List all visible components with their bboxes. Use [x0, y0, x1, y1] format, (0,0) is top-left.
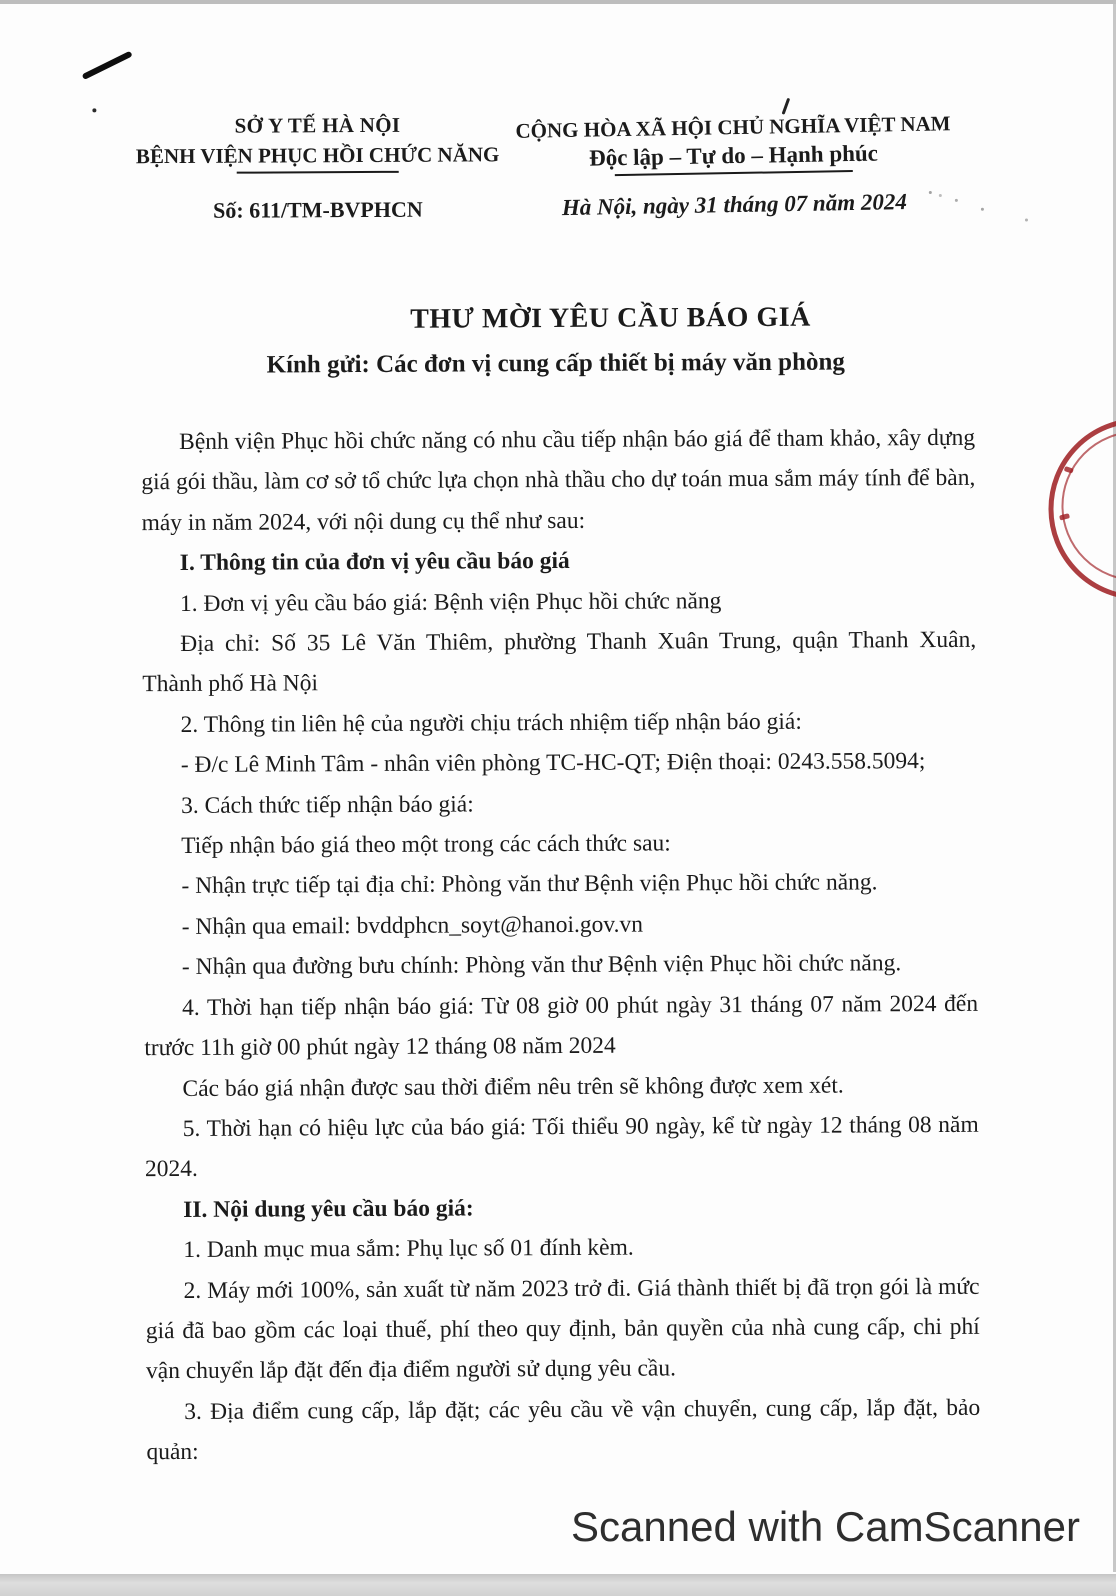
para-requesting-unit: 1. Đơn vị yêu cầu báo giá: Bệnh viện Phục hồi chức năng — [179, 587, 722, 617]
para-method-direct: - Nhận trực tiếp tại địa chỉ: Phòng văn thư Bệnh viện Phục hồi chức năng. — [181, 869, 878, 900]
document-body — [141, 418, 980, 1473]
motto-line: Độc lập – Tự do – Hạnh phúc — [588, 140, 879, 171]
para-method-intro: Tiếp nhận báo giá theo một trong các cách thức sau: — [181, 830, 671, 860]
pen-dot-mark — [92, 108, 96, 112]
national-motto-block — [494, 111, 974, 222]
issuer-hospital-name: BỆNH VIỆN PHỤC HỒI CHỨC NĂNG — [135, 142, 500, 169]
para-method-email: - Nhận qua email: bvddphcn_soyt@hanoi.gov.vn — [181, 911, 644, 940]
para-contact-heading: 2. Thông tin liên hệ của người chịu trách nhiệm tiếp nhận báo giá: — [180, 708, 802, 738]
document-title: THƯ MỜI YÊU CẦU BÁO GIÁ — [410, 301, 811, 335]
para-late-note: Các báo giá nhận được sau thời điểm nêu trên sẽ không được xem xét. — [182, 1072, 844, 1102]
heading-section-1: I. Thông tin của đơn vị yêu cầu báo giá — [179, 548, 570, 577]
para-machine-condition: 2. Máy mới 100%, sản xuất từ năm 2023 trở đi. Giá thành thiết bị đã trọn gói là mức giá đã bao gồm các loại thuế, phí theo quy định, bản quyền của nhà cung cấp, chi phí vận chuyển lắp đặt đến địa điểm người sử dụng yêu cầu. — [145, 1273, 980, 1385]
issuer-department: SỞ Y TẾ HÀ NỘI — [234, 112, 401, 138]
underline-decoration — [615, 170, 853, 176]
place-date-line: Hà Nội, ngày 31 tháng 07 năm 2024 — [561, 189, 908, 221]
para-method-heading: 3. Cách thức tiếp nhận báo giá: — [180, 791, 474, 819]
underline-decoration — [237, 171, 399, 174]
document-number: Số: 611/TM-BVPHCN — [213, 196, 423, 223]
camscanner-watermark: Scanned with CamScanner — [571, 1503, 1080, 1550]
para-delivery-location: 3. Địa điểm cung cấp, lắp đặt; các yêu cầu về vận chuyển, cung cấp, lắp đặt, bảo quản: — [146, 1394, 981, 1466]
document-subtitle: Kính gửi: Các đơn vị cung cấp thiết bị máy văn phòng — [266, 348, 845, 379]
para-purchase-list: 1. Danh mục mua sắm: Phụ lục số 01 đính kèm. — [183, 1234, 634, 1264]
pen-tick-mark — [782, 98, 791, 115]
para-intro: Bệnh viện Phục hồi chức năng có nhu cầu tiếp nhận báo giá để tham khảo, xây dựng giá gói thầu, làm cơ sở tổ chức lựa chọn nhà thầu cho dự toán mua sắm máy tính để bàn, máy in năm 2024, với nội dung cụ thể như sau: — [141, 424, 976, 536]
footer-gray-bar — [0, 1574, 1116, 1596]
para-validity: 5. Thời hạn có hiệu lực của báo giá: Tối thiểu 90 ngày, kể từ ngày 12 tháng 08 năm 2024. — [144, 1111, 979, 1183]
issuer-header-block — [134, 112, 501, 224]
para-deadline: 4. Thời hạn tiếp nhận báo giá: Từ 08 giờ 00 phút ngày 31 tháng 07 năm 2024 đến trước 11h giờ 00 phút ngày 12 tháng 08 năm 2024 — [144, 990, 979, 1062]
para-address: Địa chỉ: Số 35 Lê Văn Thiêm, phường Thanh Xuân Trung, quận Thanh Xuân, Thành phố Hà Nội — [142, 626, 977, 698]
heading-section-2: II. Nội dung yêu cầu báo giá: — [183, 1195, 474, 1223]
para-contact-person: - Đ/c Lê Minh Tâm - nhân viên phòng TC-HC-QT; Điện thoại: 0243.558.5094; — [180, 748, 926, 779]
pen-slash-mark — [82, 51, 133, 80]
para-method-post: - Nhận qua đường bưu chính: Phòng văn thư Bệnh viện Phục hồi chức năng. — [181, 950, 902, 981]
country-title: CỘNG HÒA XÃ HỘI CHỦ NGHĨA VIỆT NAM — [515, 111, 951, 143]
